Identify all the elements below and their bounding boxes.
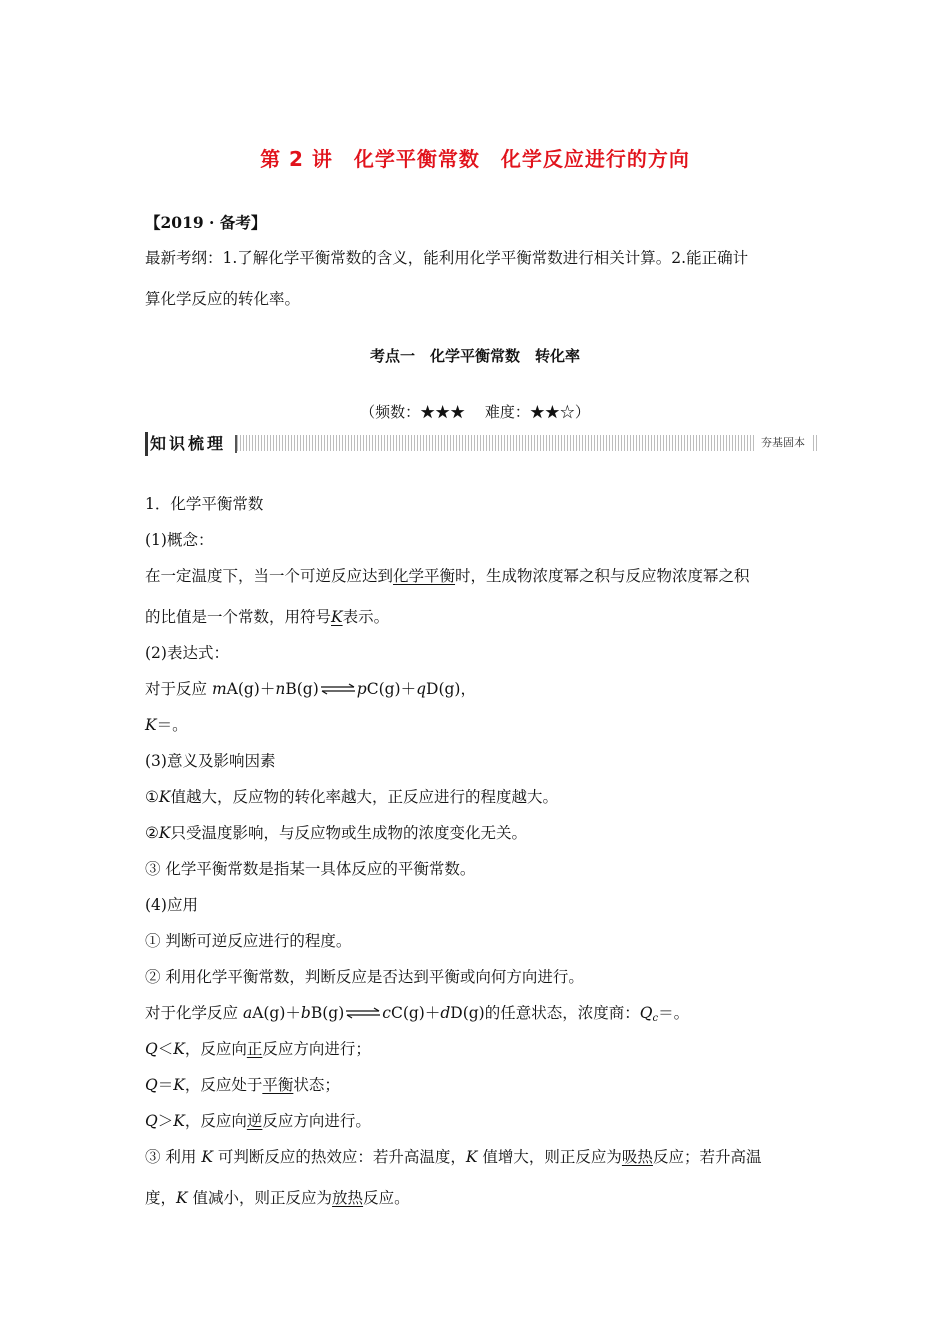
lesson-title: 第 2 讲 化学平衡常数 化学反应进行的方向 [260, 147, 690, 171]
concept-heading: (1)概念： [145, 531, 214, 549]
syllabus-line-1: 最新考纲：1.了解化学平衡常数的含义，能利用化学平衡常数进行相关计算。2.能正确计 [145, 249, 749, 267]
knowledge-banner [145, 432, 817, 458]
syllabus-line-2: 算化学反应的转化率。 [145, 290, 301, 308]
application-item-1: ① 判断可逆反应进行的程度。 [145, 932, 352, 950]
meaning-item-2: ②K只受温度影响，与反应物或生成物的浓度变化无关。 [145, 824, 528, 842]
banner-label: 夯基固本 [755, 435, 811, 451]
q-greater-than-k: Q＞K，反应向逆反应方向进行。 [145, 1112, 371, 1130]
concentration-quotient-line: 对于化学反应 aA(g)＋bB(g) cC(g)＋dD(g)的任意状态，浓度商：$Q_c=$。 [145, 1004, 690, 1024]
heat-effect-line-2: 度，K 值减小，则正反应为放热反应。 [145, 1189, 410, 1207]
heat-effect-line-1: ③ 利用 K 可判断反应的热效应：若升高温度，K 值增大，则正反应为吸热反应；若升高温 [145, 1148, 762, 1166]
application-heading: (4)应用 [145, 896, 198, 914]
q-equals-k: Q＝K，反应处于平衡状态； [145, 1076, 340, 1094]
prep-tag: 【2019 · 备考】 [145, 213, 267, 232]
symbol-k: K [331, 608, 343, 626]
equilibrium-arrow-icon [345, 1007, 381, 1019]
banner-title: 知识梳理 [145, 432, 232, 456]
concept-line-1: 在一定温度下，当一个可逆反应达到化学平衡时，生成物浓度幂之积与反应物浓度幂之积 [145, 567, 750, 585]
equilibrium-arrow-icon [320, 683, 356, 695]
frequency-difficulty: （频数：★★★ 难度：★★☆） [360, 403, 590, 421]
banner-hatch [237, 435, 817, 451]
banner-divider [235, 435, 237, 453]
underlined-term: 化学平衡 [393, 567, 456, 585]
meaning-heading: (3)意义及影响因素 [145, 752, 276, 770]
meaning-item-3: ③ 化学平衡常数是指某一具体反应的平衡常数。 [145, 860, 476, 878]
application-item-2: ② 利用化学平衡常数，判断反应是否达到平衡或向何方向进行。 [145, 968, 584, 986]
heading-equilibrium-constant: 1．化学平衡常数 [145, 495, 264, 513]
section-title: 考点一 化学平衡常数 转化率 [369, 347, 580, 365]
reaction-equation: 对于反应 mA(g)＋nB(g) pC(g)＋qD(g)， [145, 680, 476, 698]
expression-heading: (2)表达式： [145, 644, 229, 662]
meaning-item-1: ①K值越大，反应物的转化率越大，正反应进行的程度越大。 [145, 788, 559, 806]
k-expression: K＝。 [145, 716, 188, 734]
q-less-than-k: Q＜K，反应向正反应方向进行； [145, 1040, 371, 1058]
concept-line-2: 的比值是一个常数，用符号K表示。 [145, 608, 390, 626]
